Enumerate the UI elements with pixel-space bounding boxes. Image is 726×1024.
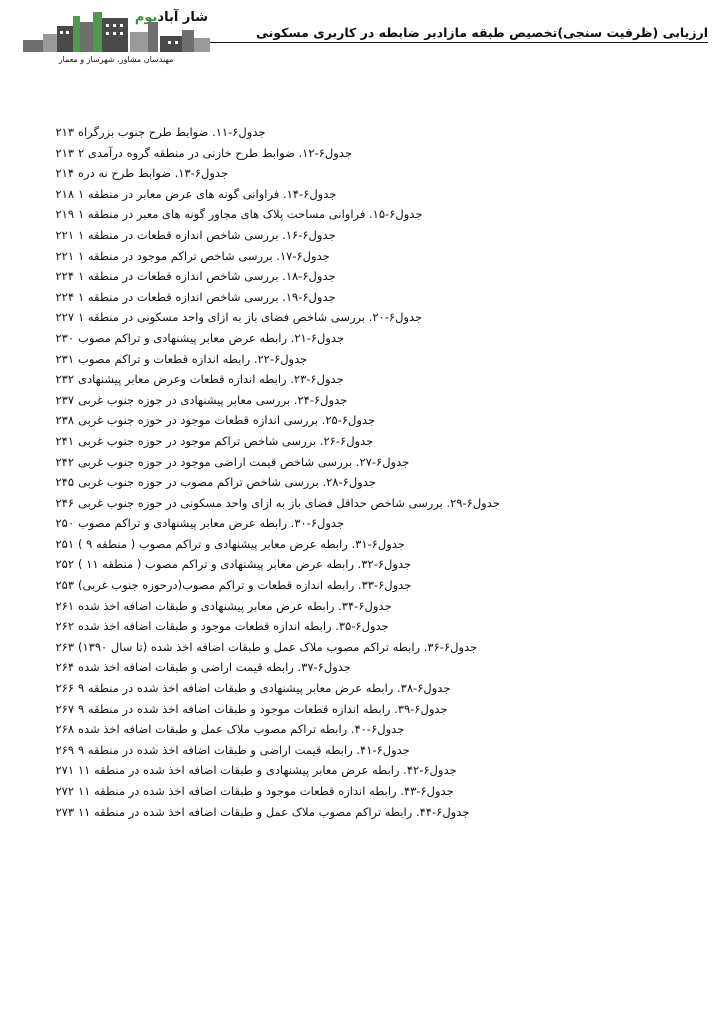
toc-entry[interactable]: [22, 699, 704, 720]
header-title-wrap: [214, 8, 708, 43]
toc-entry-title: جدول۶-۴۲. رابطه عرض معابر پیشنهادی و طبقات اضافه اخذ شده در منطقه ۱۱: [78, 763, 457, 778]
toc-entry-page: ۲۶۴: [55, 660, 74, 675]
toc-entry[interactable]: [22, 616, 704, 637]
toc-entry[interactable]: [22, 513, 704, 534]
toc-entry-page: ۲۱۹: [55, 207, 74, 222]
toc-entry-title: جدول۶-۴۳. رابطه اندازه قطعات موجود و طبقات اضافه اخذ شده در منطقه ۱۱: [78, 784, 454, 798]
toc-entry-title: جدول۶-۳۱. رابطه عرض معابر پیشنهادی و تراکم مصوب ( منطقه ۹ ): [78, 536, 405, 551]
toc-entry[interactable]: [22, 349, 704, 370]
toc-entry-title: جدول۶-۳۹. رابطه اندازه قطعات موجود و طبقات اضافه اخذ شده در منطقه ۹: [78, 701, 448, 716]
toc-entry-title: جدول۶-۴۰. رابطه تراکم مصوب ملاک عمل و طبقات اضافه اخذ شده: [78, 722, 405, 737]
toc-entry-page: ۲۳۱: [55, 351, 74, 366]
toc-entry-page: ۲۱۳: [55, 145, 74, 160]
toc-entry[interactable]: [22, 781, 704, 802]
toc-entry[interactable]: [22, 143, 704, 164]
toc-entry-title: جدول۶-۲۹. بررسی شاخص حداقل فضای باز به ازای واحد مسکونی در حوزه جنوب غربی: [78, 495, 500, 510]
logo-caption: مهندسان مشاور، شهرساز و معمار: [58, 55, 174, 64]
toc-entry[interactable]: [22, 122, 704, 143]
toc-entry[interactable]: [22, 204, 704, 225]
toc-entry[interactable]: [22, 554, 704, 575]
toc-entry-page: ۲۴۵: [55, 475, 74, 490]
toc-entry-page: ۲۲۴: [55, 269, 74, 284]
page-title: ارزیابی (ظرفیت سنجی)تخصیص طبقه مازادبر ضابطه در کاربری مسکونی: [255, 25, 708, 40]
table-of-contents: [0, 74, 726, 822]
toc-entry-title: جدول۶-۲۰. بررسی شاخص فضای باز به ازای واحد مسکونی در منطقه ۱: [78, 310, 423, 325]
toc-entry[interactable]: [22, 266, 704, 287]
toc-entry-page: ۲۶۷: [55, 701, 74, 716]
toc-entry-title: جدول۶-۱۹. بررسی شاخص اندازه قطعات در منطقه ۱: [78, 289, 336, 304]
toc-entry-page: ۲۳۷: [55, 392, 74, 407]
toc-entry-page: ۲۵۳: [55, 578, 74, 593]
logo-wordmark-accent: بوم: [134, 10, 158, 25]
toc-entry-page: ۲۱۴: [55, 166, 74, 181]
toc-entry-title: جدول۶-۲۷. بررسی شاخص قیمت اراضی موجود در حوزه جنوب غربی: [78, 454, 410, 469]
toc-entry[interactable]: [22, 637, 704, 658]
toc-entry[interactable]: [22, 369, 704, 390]
toc-entry-page: ۲۱۳: [55, 125, 74, 139]
toc-entry-title: جدول۶-۱۷. بررسی شاخص تراکم موجود در منطقه ۱: [78, 248, 330, 263]
toc-entry-title: جدول۶-۲۳. رابطه اندازه قطعات وعرض معابر پیشنهادی: [78, 372, 344, 387]
toc-entry-title: جدول۶-۳۸. رابطه عرض معابر پیشنهادی و طبقات اضافه اخذ شده در منطقه ۹: [78, 681, 451, 696]
toc-entry[interactable]: [22, 760, 704, 781]
toc-entry-title: جدول۶-۴۱. رابطه قیمت اراضی و طبقات اضافه اخذ شده در منطقه ۹: [78, 742, 410, 757]
toc-entry-page: ۲۷۳: [55, 804, 74, 819]
toc-entry[interactable]: [22, 184, 704, 205]
toc-entry-page: ۲۳۰: [55, 330, 74, 345]
toc-entry-title: جدول۶-۲۶. بررسی شاخص تراکم موجود در حوزه جنوب غربی: [78, 433, 374, 448]
skyline-icon: [18, 8, 214, 52]
toc-entry[interactable]: [22, 802, 704, 823]
toc-entry-title: جدول۶-۳۲. رابطه عرض معابر پیشنهادی و تراکم مصوب ( منطقه ۱۱ ): [78, 557, 412, 572]
toc-entry-title: جدول۶-۳۷. رابطه قیمت اراضی و طبقات اضافه اخذ شده: [78, 660, 351, 675]
toc-entry-title: جدول۶-۲۸. بررسی شاخص تراکم مصوب در حوزه جنوب غربی: [78, 475, 376, 490]
toc-entry-title: جدول۶-۱۵. فراوانی مساحت پلاک های مجاور گونه های معبر در منطقه ۱: [78, 207, 423, 222]
toc-entry-title: جدول۶-۴۴. رابطه تراکم مصوب ملاک عمل و طبقات اضافه اخذ شده در منطقه ۱۱: [78, 804, 470, 819]
toc-entry-title: جدول۶-۳۰. رابطه عرض معابر پیشنهادی و تراکم مصوب: [78, 516, 345, 531]
toc-entry-title: جدول۶-۱۱. ضوابط طرح جنوب بزرگراه: [78, 125, 266, 139]
toc-entry[interactable]: [22, 678, 704, 699]
header-divider: [206, 42, 708, 43]
toc-entry-page: ۲۴۱: [55, 433, 74, 448]
toc-entry[interactable]: [22, 246, 704, 267]
toc-entry[interactable]: [22, 328, 704, 349]
toc-entry-title: جدول۶-۲۴. بررسی معابر پیشنهادی در حوزه جنوب غربی: [78, 392, 348, 407]
toc-entry[interactable]: [22, 307, 704, 328]
toc-entry-page: ۲۳۲: [55, 372, 74, 387]
toc-entry[interactable]: [22, 431, 704, 452]
toc-entry-title: جدول۶-۱۶. بررسی شاخص اندازه قطعات در منطقه ۱: [78, 227, 336, 242]
toc-entry-page: ۲۶۶: [55, 681, 74, 696]
toc-entry-page: ۲۷۱: [55, 763, 74, 778]
toc-entry[interactable]: [22, 740, 704, 761]
toc-entry[interactable]: [22, 657, 704, 678]
toc-entry[interactable]: [22, 534, 704, 555]
toc-entry[interactable]: [22, 163, 704, 184]
toc-entry[interactable]: [22, 575, 704, 596]
toc-entry[interactable]: [22, 410, 704, 431]
page-header: [0, 0, 726, 74]
logo-wordmark-primary: شار آباد: [157, 10, 208, 25]
toc-entry-page: ۲۶۳: [55, 639, 74, 654]
toc-entry-page: ۲۵۲: [55, 557, 74, 572]
toc-entry-page: ۲۷۲: [55, 784, 74, 798]
toc-entry-title: جدول۶-۳۵. رابطه اندازه قطعات موجود و طبقات اضافه اخذ شده: [78, 619, 389, 634]
company-logo: [18, 8, 214, 64]
toc-entry[interactable]: [22, 596, 704, 617]
toc-entry-page: ۲۲۱: [55, 227, 74, 242]
toc-entry-title: جدول۶-۳۴. رابطه عرض معابر پیشنهادی و طبقات اضافه اخذ شده: [78, 598, 392, 613]
toc-entry-page: ۲۲۱: [55, 248, 74, 263]
toc-entry[interactable]: [22, 225, 704, 246]
toc-entry-page: ۲۴۲: [55, 454, 74, 469]
toc-entry-page: ۲۲۷: [55, 310, 74, 325]
toc-entry-page: ۲۵۱: [55, 536, 74, 551]
toc-entry-page: ۲۲۴: [55, 289, 74, 304]
logo-wordmark: [135, 10, 208, 25]
toc-entry-title: جدول۶-۱۴. فراوانی گونه های عرض معابر در منطقه ۱: [78, 186, 337, 201]
toc-entry-title: جدول۶-۳۳. رابطه اندازه قطعات و تراکم مصوب(درحوزه جنوب غربی): [78, 578, 412, 593]
toc-entry-title: جدول۶-۲۱. رابطه عرض معابر پیشنهادی و تراکم مصوب: [78, 330, 345, 345]
toc-entry-title: جدول۶-۱۸. بررسی شاخص اندازه قطعات در منطقه ۱: [78, 269, 336, 284]
toc-entry-page: ۲۶۹: [55, 742, 74, 757]
toc-entry[interactable]: [22, 287, 704, 308]
toc-entry-title: جدول۶-۱۲. ضوابط طرح خازنی در منطقه گروه درآمدی ۲: [78, 145, 352, 160]
toc-entry-title: جدول۶-۲۲. رابطه اندازه قطعات و تراکم مصوب: [78, 351, 308, 366]
toc-entry-title: جدول۶-۲۵. بررسی اندازه قطعات موجود در حوزه جنوب غربی: [78, 413, 376, 428]
toc-entry-title: جدول۶-۱۳. ضوابط طرح نه دره: [78, 166, 229, 181]
toc-entry[interactable]: [22, 719, 704, 740]
toc-entry-page: ۲۶۱: [55, 598, 74, 613]
toc-entry[interactable]: [22, 452, 704, 473]
toc-entry-page: ۲۱۸: [55, 186, 74, 201]
toc-entry[interactable]: [22, 472, 704, 493]
toc-entry-page: ۲۵۰: [55, 516, 74, 531]
toc-entry-page: ۲۶۸: [55, 722, 74, 737]
toc-entry-page: ۲۳۸: [55, 413, 74, 428]
toc-entry[interactable]: [22, 390, 704, 411]
toc-entry-title: جدول۶-۳۶. رابطه تراکم مصوب ملاک عمل و طبقات اضافه اخذ شده (تا سال ۱۳۹۰): [78, 639, 478, 654]
toc-entry-page: ۲۴۶: [55, 495, 74, 510]
toc-entry-page: ۲۶۲: [55, 619, 74, 634]
toc-entry[interactable]: [22, 493, 704, 514]
